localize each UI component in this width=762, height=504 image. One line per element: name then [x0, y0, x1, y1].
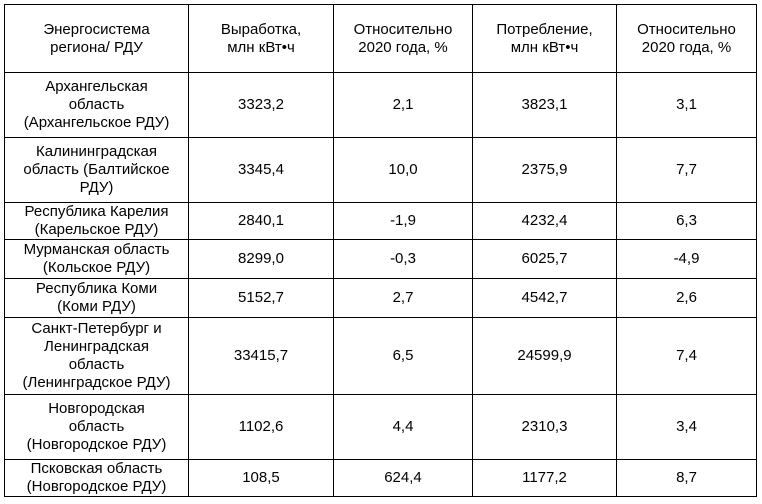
cell-region: Республика Карелия (Карельское РДУ) — [5, 203, 189, 240]
cell-consumption-change: 2,6 — [617, 279, 757, 318]
cell-generation: 33415,7 — [189, 318, 334, 395]
cell-generation: 5152,7 — [189, 279, 334, 318]
header-generation-change: Относительно 2020 года, % — [334, 5, 473, 73]
energy-table-container — [4, 4, 757, 497]
cell-generation-change: 6,5 — [334, 318, 473, 395]
cell-generation-change: -0,3 — [334, 240, 473, 279]
cell-consumption: 2375,9 — [473, 138, 617, 203]
cell-consumption-change: 7,4 — [617, 318, 757, 395]
cell-consumption: 1177,2 — [473, 460, 617, 497]
cell-consumption: 24599,9 — [473, 318, 617, 395]
table-row — [5, 395, 757, 460]
table-row — [5, 138, 757, 203]
table-row — [5, 73, 757, 138]
cell-consumption: 2310,3 — [473, 395, 617, 460]
cell-consumption: 4542,7 — [473, 279, 617, 318]
cell-generation-change: 2,1 — [334, 73, 473, 138]
cell-consumption: 6025,7 — [473, 240, 617, 279]
cell-consumption: 4232,4 — [473, 203, 617, 240]
cell-region: Мурманская область (Кольское РДУ) — [5, 240, 189, 279]
cell-region: Республика Коми (Коми РДУ) — [5, 279, 189, 318]
cell-region: Калининградская область (Балтийское РДУ) — [5, 138, 189, 203]
header-region: Энергосистема региона/ РДУ — [5, 5, 189, 73]
cell-region: Санкт-Петербург и Ленинградская область (Ленинградское РДУ) — [5, 318, 189, 395]
cell-generation: 1102,6 — [189, 395, 334, 460]
cell-generation-change: -1,9 — [334, 203, 473, 240]
cell-generation: 8299,0 — [189, 240, 334, 279]
table-row — [5, 318, 757, 395]
table-row — [5, 279, 757, 318]
header-consumption-change: Относительно 2020 года, % — [617, 5, 757, 73]
cell-generation: 108,5 — [189, 460, 334, 497]
energy-table — [4, 4, 757, 497]
cell-consumption-change: 7,7 — [617, 138, 757, 203]
table-row — [5, 203, 757, 240]
cell-consumption-change: 3,1 — [617, 73, 757, 138]
header-generation: Выработка, млн кВт•ч — [189, 5, 334, 73]
cell-consumption-change: -4,9 — [617, 240, 757, 279]
cell-generation: 3345,4 — [189, 138, 334, 203]
cell-generation-change: 624,4 — [334, 460, 473, 497]
header-consumption: Потребление, млн кВт•ч — [473, 5, 617, 73]
cell-region: Псковская область (Новгородское РДУ) — [5, 460, 189, 497]
table-header-row — [5, 5, 757, 73]
cell-generation-change: 2,7 — [334, 279, 473, 318]
cell-consumption-change: 3,4 — [617, 395, 757, 460]
cell-generation: 2840,1 — [189, 203, 334, 240]
table-row — [5, 240, 757, 279]
cell-generation: 3323,2 — [189, 73, 334, 138]
cell-region: Новгородская область (Новгородское РДУ) — [5, 395, 189, 460]
cell-generation-change: 4,4 — [334, 395, 473, 460]
cell-consumption-change: 8,7 — [617, 460, 757, 497]
cell-consumption: 3823,1 — [473, 73, 617, 138]
cell-region: Архангельская область (Архангельское РДУ) — [5, 73, 189, 138]
cell-consumption-change: 6,3 — [617, 203, 757, 240]
table-row — [5, 460, 757, 497]
cell-generation-change: 10,0 — [334, 138, 473, 203]
